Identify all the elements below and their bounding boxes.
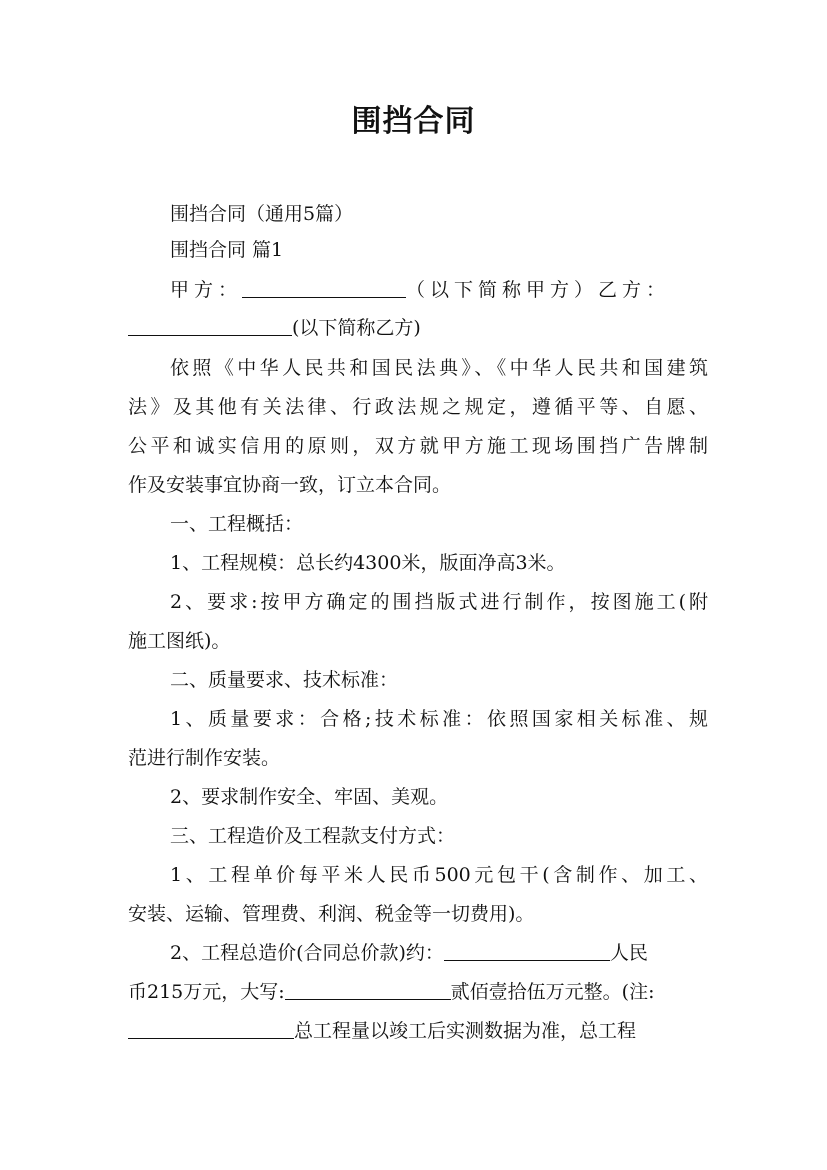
document-title: 围挡合同 [351,104,476,139]
total-price-label: 2、工程总造价(合同总价款)约： [170,942,444,964]
clause-heading: 二、质量要求、技术标准： [170,669,399,691]
party-b-label: （以下简称甲方）乙方： [406,279,671,301]
amount-blank [285,977,451,1000]
clause-item-cont: 安装、运输、管理费、利润、税金等一切费用)。 [128,903,535,925]
party-b-note: (以下简称乙方) [292,317,421,339]
clause-item-cont: 施工图纸)。 [128,630,231,652]
paragraph-line: 依照《中华人民共和国民法典》、《中华人民共和国建筑 [170,357,708,379]
amount-label: 币215万元，大写: [128,981,285,1003]
party-a-label: 甲方： [170,279,243,301]
party-line [128,272,708,308]
clause-item: 2、要求:按甲方确定的围挡版式进行制作，按图施工(附 [170,591,708,613]
clause-item [128,935,708,971]
subtitle-line: 围挡合同（通用5篇） [170,203,354,225]
note-blank [128,1016,294,1039]
section-heading: 围挡合同 篇1 [170,239,284,261]
clause-item-cont: 范进行制作安装。 [128,747,281,769]
clause-item: 1、工程单价每平米人民币500元包干(含制作、加工、 [170,864,708,886]
party-line-cont [128,310,708,346]
note-text: 总工程量以竣工后实测数据为准，总工程 [294,1020,637,1042]
clause-heading: 一、工程概括： [170,513,304,535]
party-a-blank [242,275,406,298]
clause-item: 2、要求制作安全、牢固、美观。 [170,786,449,808]
paragraph-line: 公平和诚实信用的原则，双方就甲方施工现场围挡广告牌制 [128,435,708,457]
paragraph-line: 作及安装事宜协商一致，订立本合同。 [128,474,452,496]
clause-heading: 三、工程造价及工程款支付方式： [170,825,456,847]
clause-item: 1、质量要求：合格;技术标准：依照国家相关标准、规 [170,708,708,730]
clause-item-cont [128,1013,708,1049]
clause-item-cont [128,974,708,1010]
currency-word: 人民 [609,942,648,964]
amount-words: 贰佰壹拾伍万元整。(注: [450,981,655,1003]
total-price-blank [444,938,610,961]
clause-item: 1、工程规模：总长约4300米，版面净高3米。 [170,552,566,574]
paragraph-line: 法》及其他有关法律、行政法规之规定，遵循平等、自愿、 [128,396,708,418]
party-b-blank [128,313,292,336]
